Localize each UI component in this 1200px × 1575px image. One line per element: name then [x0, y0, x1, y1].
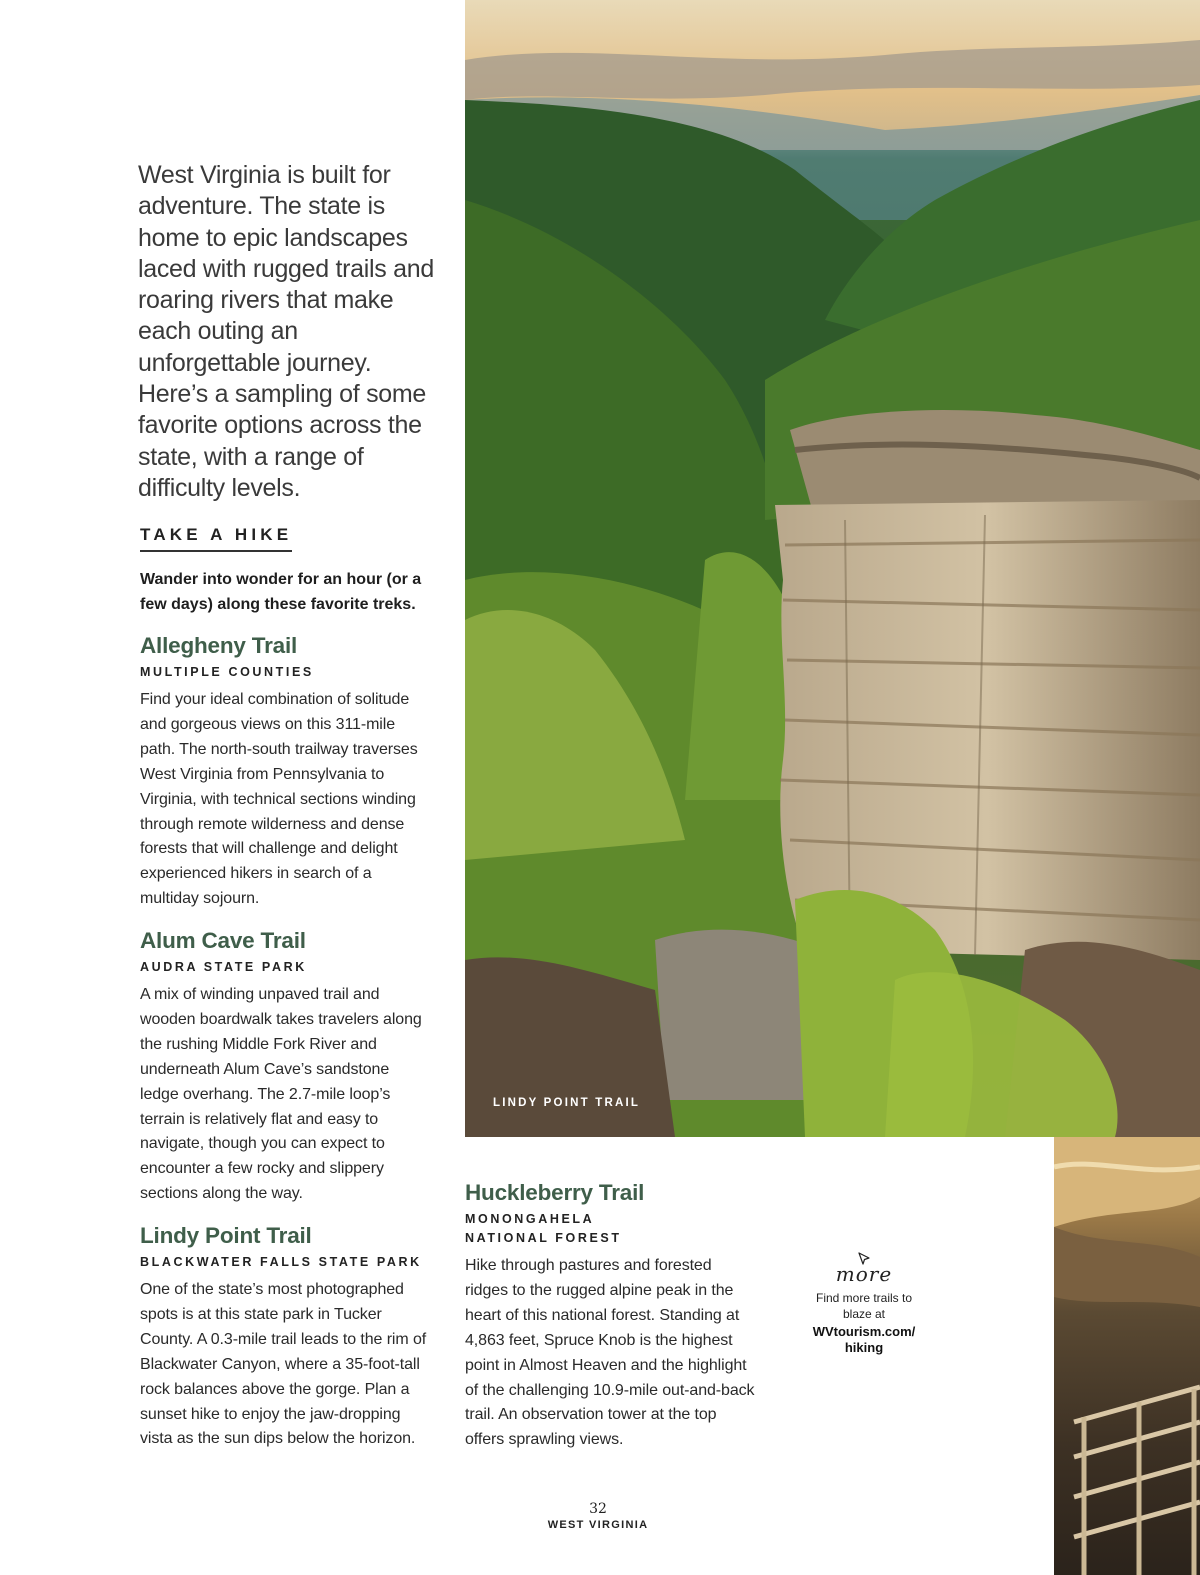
trail-entry: [465, 1179, 755, 1453]
more-info-callout: [800, 1252, 928, 1356]
trail-name: Huckleberry Trail: [465, 1180, 645, 1205]
trail-entry: [140, 1222, 432, 1452]
trail-location: MONONGAHELA NATIONAL FOREST: [465, 1212, 622, 1245]
intro-paragraph: West Virginia is built for adventure. The state is home to epic landscapes laced with rugged trails and roaring rivers that make each outing an unforgettable journey. Here’s a sampling of some favorite options across the state, with a range of difficulty levels.: [138, 161, 434, 502]
hero-photo: [465, 0, 1200, 1137]
trail-entry: [140, 927, 432, 1207]
trail-description: A mix of winding unpaved trail and wooden boardwalk takes travelers along the rushing Middle Fork River and underneath Alum Cave’s sandstone ledge overhang. The 2.7-mile loop’s terrain is relatively flat and easy to navigate, though you can expect to encounter a few rocky and slippery sections along the way.: [140, 986, 422, 1203]
trail-name: Allegheny Trail: [140, 633, 298, 658]
section-subtitle: Wander into wonder for an hour (or a few days) along these favorite treks.: [140, 571, 422, 613]
trail-description: One of the state’s most photographed spots is at this state park in Tucker County. A 0.3-mile trail leads to the rim of Blackwater Canyon, where a 35-foot-tall rock balances above the gorge. Plan a sunset hike to enjoy the jaw-dropping vista as the sun dips below the horizon.: [140, 1281, 427, 1448]
canyon-landscape-illustration: [465, 0, 1200, 1137]
more-link[interactable]: WVtourism.com/ hiking: [812, 1324, 916, 1355]
trail-description: Find your ideal combination of solitude and gorgeous views on this 311-mile path. The north-south trailway traverses West Virginia from Pennsylvania to Virginia, with technical sections winding through remote wilderness and dense forests that will challenge and delight experienced hikers in search of a multiday sojourn.: [140, 691, 418, 908]
trail-entry: [140, 632, 432, 912]
photo-caption: LINDY POINT TRAIL: [493, 1097, 641, 1109]
cave-boardwalk-illustration: [1054, 1137, 1200, 1575]
page-footer: [500, 1501, 696, 1531]
more-text: Find more trails to blaze at: [815, 1291, 913, 1321]
more-script-label: more: [835, 1262, 893, 1286]
trail-location: AUDRA STATE PARK: [140, 960, 307, 974]
section-label: TAKE A HIKE: [140, 525, 292, 552]
trail-name: Alum Cave Trail: [140, 928, 306, 953]
trail-description: Hike through pastures and forested ridges to the rugged alpine peak in the heart of this national forest. Standing at 4,863 feet, Spruce Knob is the highest point in Almost Heaven and the highlight of the challenging 10.9-mile out-and-back trail. An observation tower at the top offers sprawling views.: [465, 1257, 755, 1449]
page-number: 32: [589, 1501, 607, 1517]
trail-name: Lindy Point Trail: [140, 1223, 312, 1248]
publication-name: WEST VIRGINIA: [547, 1519, 649, 1531]
cave-photo: [1054, 1137, 1200, 1575]
trail-location: BLACKWATER FALLS STATE PARK: [140, 1255, 422, 1269]
trail-location: MULTIPLE COUNTIES: [140, 665, 314, 679]
